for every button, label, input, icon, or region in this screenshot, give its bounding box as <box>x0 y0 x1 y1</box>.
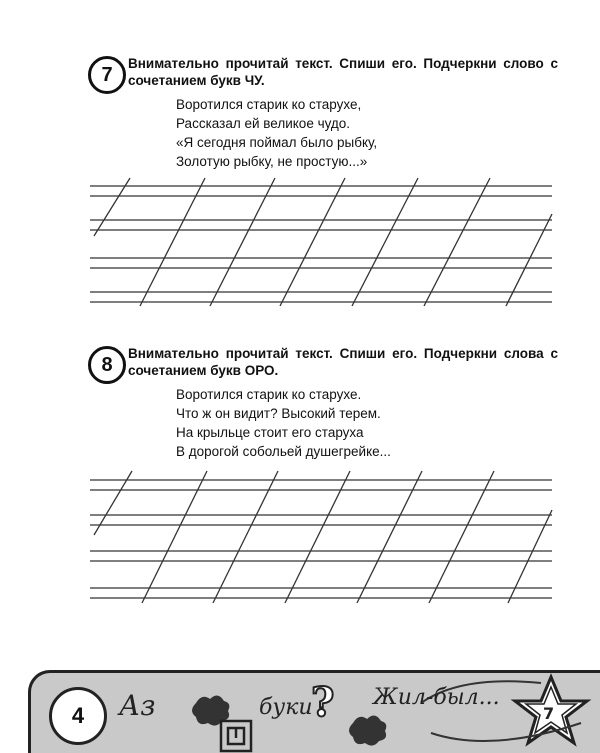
poem-line: Что ж он видит? Высокий терем. <box>176 406 381 421</box>
poem-line: Золотую рыбку, не простую...» <box>176 154 368 169</box>
exercise-number: 8 <box>88 346 126 384</box>
footer-band <box>28 670 600 753</box>
handwriting-lines[interactable] <box>0 465 600 615</box>
handwriting-grid <box>0 174 600 314</box>
cloud-icon <box>349 715 386 745</box>
decor-word: Аз <box>119 689 156 722</box>
handwriting-lines[interactable] <box>0 174 600 319</box>
svg-text:7: 7 <box>543 704 555 723</box>
page-number: 4 <box>49 687 107 745</box>
poem-line: Воротился старик ко старухе. <box>176 387 362 402</box>
poem-line: В дорогой собольей душегрейке... <box>176 444 391 459</box>
task-instruction: Внимательно прочитай текст. Спиши его. Подчеркни слово с сочетанием букв ЧУ. <box>128 56 558 88</box>
poem-line: На крыльце стоит его старуха <box>176 425 364 440</box>
handwriting-grid <box>0 465 600 610</box>
question-mark-icon: ? <box>311 679 335 726</box>
star-icon <box>515 677 587 743</box>
page-footer <box>28 660 600 750</box>
poem-text <box>176 95 377 171</box>
task-instruction: Внимательно прочитай текст. Спиши его. Подчеркни слова с сочетанием букв ОРО. <box>128 346 558 378</box>
poem-line: Рассказал ей великое чудо. <box>176 116 351 131</box>
decor-word: Жил-был... <box>373 685 500 710</box>
exercise-number: 7 <box>88 56 126 94</box>
decor-word: буки <box>259 695 313 720</box>
poem-line: Воротился старик ко старухе, <box>176 97 362 112</box>
poem-text <box>176 385 391 461</box>
poem-line: «Я сегодня поймал было рыбку, <box>176 135 378 150</box>
maze-icon <box>221 721 251 751</box>
